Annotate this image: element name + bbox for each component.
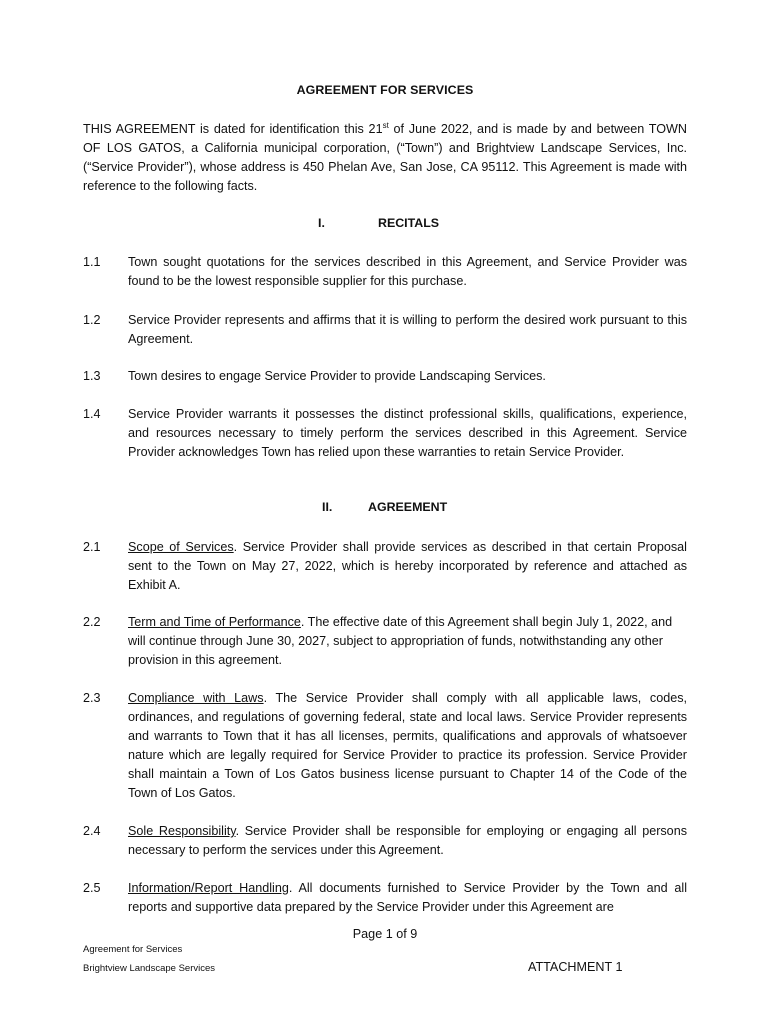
section-number: I.	[318, 216, 325, 230]
footer-document-title: Agreement for Services	[83, 944, 183, 955]
item-body: . All documents furnished to Service Provider by the Town and all reports and supportive data prepared by the Service Provider under this Agreement are	[128, 881, 687, 914]
attachment-label: ATTACHMENT 1	[528, 960, 623, 974]
item-number: 2.5	[83, 881, 101, 895]
item-body: . The Service Provider shall comply with all applicable laws, codes, ordinances, and regulations of governing federal, state and local laws. Service Provider represents and warrants to Town that it has all licenses, permits, qualifications and approvals of whatsoever nature which are legally required for Service Provider to practice its profession. Service Provider shall maintain a Town of Los Gatos business license pursuant to Chapter 14 of the Code of the Town of Los Gatos.	[128, 691, 688, 800]
item-text: Town sought quotations for the services described in this Agreement, and Service Provider was found to be the lowest responsible supplier for this purchase.	[128, 255, 687, 288]
item-heading: Information/Report Handling	[128, 881, 289, 895]
item-heading: Sole Responsibility	[128, 824, 236, 838]
intro-text-start: THIS AGREEMENT is dated for identification this 21	[83, 122, 383, 136]
page-number: Page 1 of 9	[352, 927, 418, 941]
item-number: 1.2	[83, 313, 101, 327]
item-number: 1.4	[83, 407, 101, 421]
section-label: AGREEMENT	[368, 500, 448, 514]
item-heading: Scope of Services	[128, 540, 234, 554]
page-title: AGREEMENT FOR SERVICES	[296, 83, 474, 97]
item-text: Service Provider warrants it possesses the distinct professional skills, qualifications, experience, and resources necessary to timely perform the services described in this Agreement. Service Provider acknowledges Town has relied upon these warranties to retain Service Provider.	[128, 407, 687, 459]
item-text	[128, 538, 687, 595]
item-number: 1.1	[83, 255, 101, 269]
item-body: . Service Provider shall be responsible for employing or engaging all persons necessary to perform the services under this Agreement.	[128, 824, 687, 857]
item-body: . The effective date of this Agreement shall begin July 1, 2022, and will continue through June 30, 2027, subject to appropriation of funds, notwithstanding any other provision in this agreement.	[128, 615, 673, 667]
item-text: Service Provider represents and affirms that it is willing to perform the desired work pursuant to this Agreement.	[128, 313, 687, 346]
section-number: II.	[322, 500, 333, 514]
footer-party-name: Brightview Landscape Services	[83, 963, 216, 974]
section-label: RECITALS	[378, 216, 440, 230]
item-heading: Term and Time of Performance	[128, 615, 301, 629]
item-number: 2.3	[83, 691, 101, 705]
item-number: 2.1	[83, 540, 101, 554]
item-text	[128, 879, 687, 917]
item-text: Town desires to engage Service Provider to provide Landscaping Services.	[128, 369, 546, 383]
item-heading: Compliance with Laws	[128, 691, 264, 705]
item-text	[128, 613, 687, 670]
intro-paragraph	[83, 120, 687, 196]
item-text	[128, 822, 687, 860]
item-number: 2.2	[83, 615, 101, 629]
item-body: . Service Provider shall provide services as described in that certain Proposal sent to the Town on May 27, 2022, which is hereby incorporated by reference and attached as Exhibit A.	[128, 540, 687, 592]
item-number: 1.3	[83, 369, 101, 383]
item-text	[128, 689, 687, 803]
intro-text-end: of June 2022, and is made by and between TOWN OF LOS GATOS, a California municipal corporation, (“Town”) and Brightview Landscape Services, Inc. (“Service Provider”), whose address is 450 Phelan Ave, San Jose, CA 95112. This Agreement is made with reference to the following facts.	[83, 122, 687, 193]
intro-superscript: st	[382, 120, 389, 130]
item-number: 2.4	[83, 824, 101, 838]
